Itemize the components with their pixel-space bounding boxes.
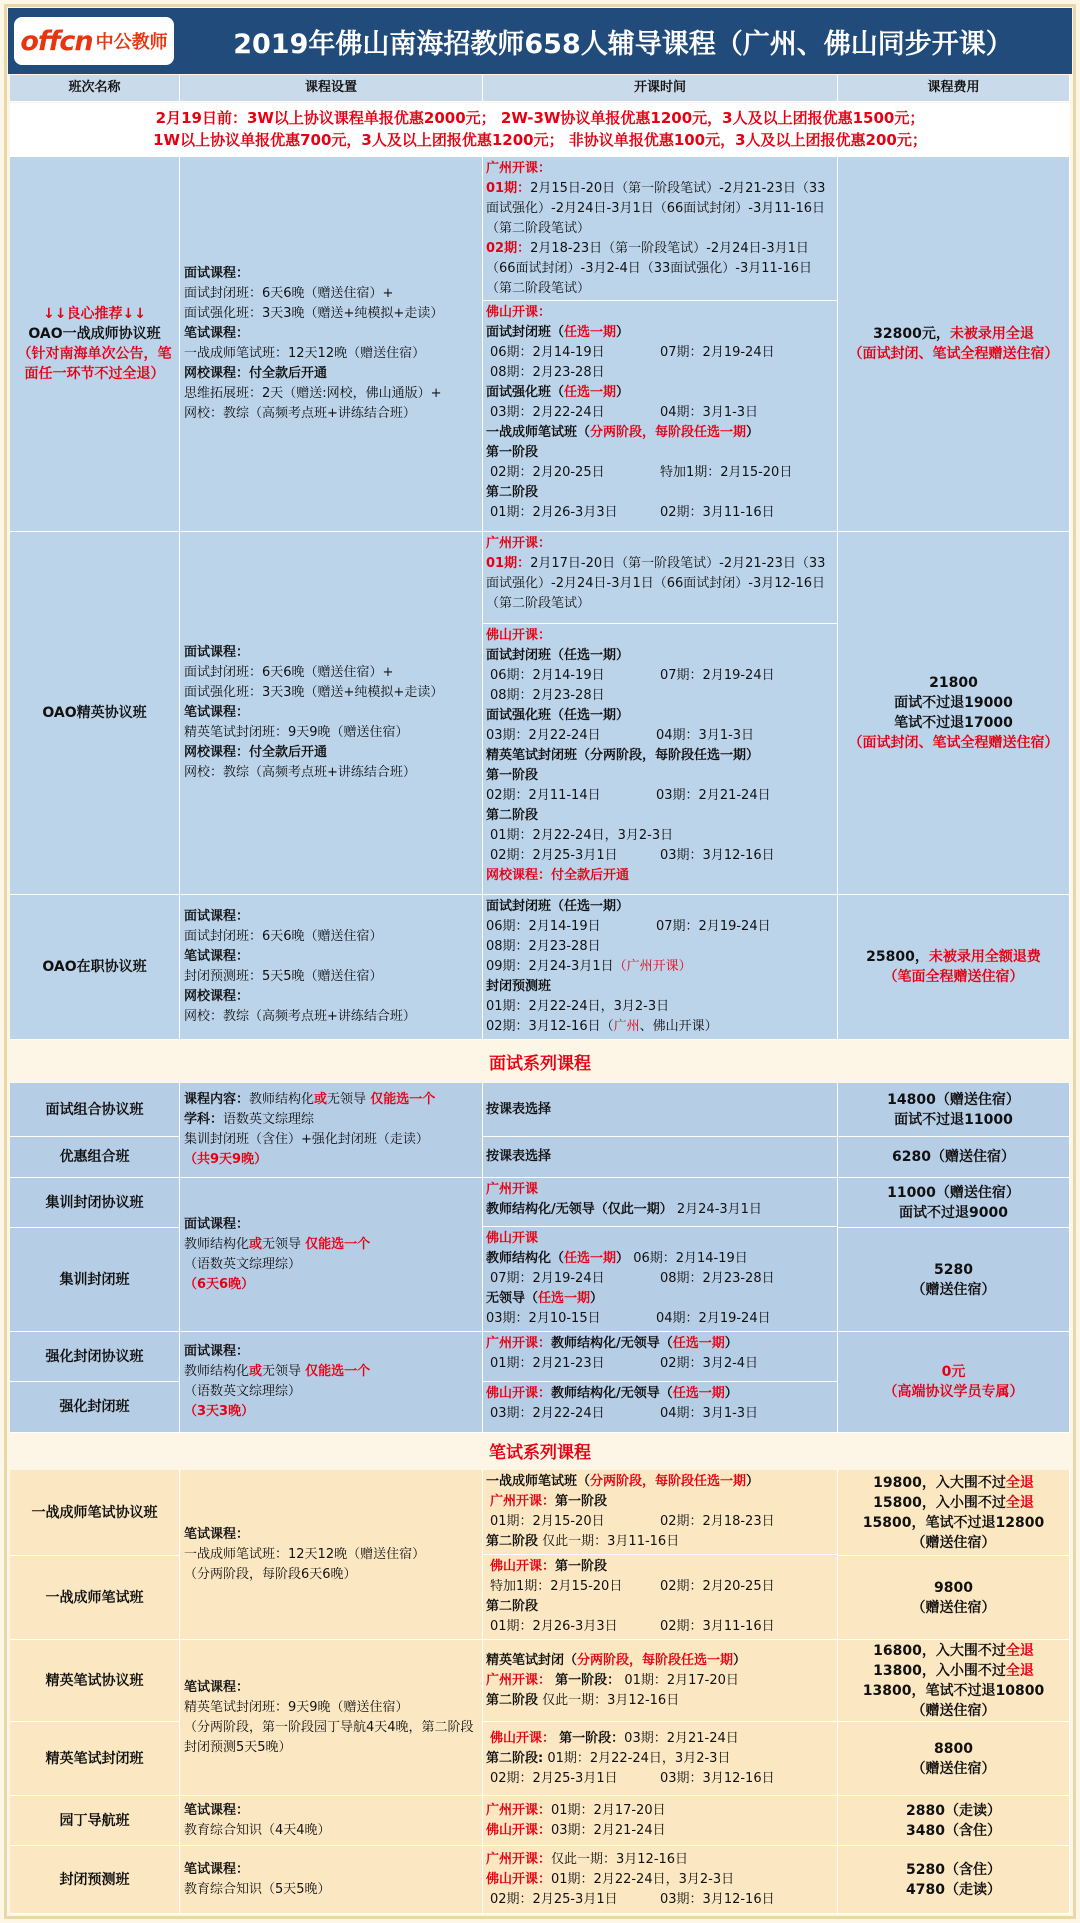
- schedule: 精英笔试封闭（分两阶段，每阶段任选一期） 广州开课： 第一阶段： 01期：2月17-20日 第二阶段 仅此一期：3月12-16日 佛山开课： 第一阶段：03期：2月21-24日 第二阶段: 01期：2月22-24日，3月2-3日 02期：2月25-3月1日 03期：3月12-16日: [483, 1640, 838, 1796]
- schedule: 广州开课： 01期：2月17日-20日（第一阶段笔试）-2月21-23日（33面试强化）-2月24日-3月1日（66面试封闭）-3月12-16日（第二阶段笔试） 佛山开课： 面试封闭班（任选一期） 06期：2月14-19日 07期：2月19-24日 08期：2月23-28日 面试强化班（任选一期） 03期：2月22-24日 04期：3月1-3日 精英笔试封闭班（分两阶段，每阶段任选一期） 第一阶段 02期：2月11-14日 03期：2月21-24日 第二阶段 01期：2月22-24日，3月2-3日 02期：2月25-3月1日 03期：3月12-16日 网校课程：付全款后开通: [483, 532, 838, 895]
- col-class-name: 班次名称: [10, 75, 180, 102]
- course-settings: 笔试课程： 教育综合知识（4天4晚）: [180, 1796, 483, 1846]
- schedule: 一战成师笔试班（分两阶段，每阶段任选一期） 广州开课：第一阶段 01期：2月15-20日 02期：2月18-23日 第二阶段 仅此一期：3月11-16日 佛山开课：第一阶段 特加1期：2月15-20日 02期：2月20-25日 第二阶段 01期：2月26-3月3日 02期：3月11-16日: [483, 1470, 838, 1640]
- course-settings: 面试课程： 教师结构化或无领导 仅能选一个 （语数英文综理综） （3天3晚）: [180, 1332, 483, 1433]
- course-settings: 笔试课程： 精英笔试封闭班：9天9晚（赠送住宿） （分两阶段，第一阶段园丁导航4天4晚，第二阶段封闭预测5天5晚）: [180, 1640, 483, 1796]
- table-row-qianghua: [10, 1332, 1070, 1433]
- section-title-interview: 面试系列课程: [10, 1045, 1070, 1083]
- table-row-oao2: [10, 532, 1070, 895]
- course-settings: 课程内容：教师结构化或无领导 仅能选一个 学科：语数英文综理综 集训封闭班（含住）+强化封闭班（走读） （共9天9晚）: [180, 1083, 483, 1178]
- class-name: 面试组合协议班 优惠组合班: [10, 1083, 180, 1178]
- table-row-yizhan: [10, 1470, 1070, 1640]
- class-name: OAO精英协议班: [10, 532, 180, 895]
- table-row-oao1: [10, 157, 1070, 532]
- fee: 5280（含住） 4780（走读）: [838, 1846, 1070, 1914]
- course-settings: 面试课程： 教师结构化或无领导 仅能选一个 （语数英文综理综） （6天6晚）: [180, 1178, 483, 1332]
- fee: 32800元，未被录用全退 （面试封闭、笔试全程赠送住宿）: [838, 157, 1070, 532]
- col-time: 开课时间: [483, 75, 838, 102]
- class-name: 封闭预测班: [10, 1846, 180, 1914]
- class-name: 一战成师笔试协议班 一战成师笔试班: [10, 1470, 180, 1640]
- schedule: 按课表选择 按课表选择: [483, 1083, 838, 1178]
- col-course: 课程设置: [180, 75, 483, 102]
- notice-line: 1W以上协议单报优惠700元，3人及以上团报优惠1200元； 非协议单报优惠100元，3人及以上团报优惠200元；: [153, 131, 927, 149]
- page-title: 2019年佛山南海招教师658人辅导课程（广州、佛山同步开课）: [233, 28, 1013, 60]
- class-name: ↓↓良心推荐↓↓ OAO一战成师协议班 （针对南海单次公告，笔面任一环节不过全退）: [10, 157, 180, 532]
- discount-notice: [10, 103, 1070, 157]
- fee: 25800，未被录用全额退费 （笔面全程赠送住宿）: [838, 895, 1070, 1040]
- fee: 16800，入大围不过全退 13800，入小围不过全退 13800，笔试不过退10800 （赠送住宿） 8800 （赠送住宿）: [838, 1640, 1070, 1796]
- schedule: 广州开课：01期：2月17-20日 佛山开课：03期：2月21-24日: [483, 1796, 838, 1846]
- schedule: 广州开课：教师结构化/无领导（任选一期） 01期：2月21-23日 02期：3月2-4日 佛山开课：教师结构化/无领导（任选一期） 03期：2月22-24日 04期：3月1-3日: [483, 1332, 838, 1433]
- class-name: 精英笔试协议班 精英笔试封闭班: [10, 1640, 180, 1796]
- fee: 19800，入大围不过全退 15800，入小围不过全退 15800，笔试不过退12800 （赠送住宿） 9800 （赠送住宿）: [838, 1470, 1070, 1640]
- table-row-oao3: [10, 895, 1070, 1040]
- table-row-yuanding: [10, 1796, 1070, 1846]
- course-settings: 面试课程： 面试封闭班：6天6晚（赠送住宿） 笔试课程： 封闭预测班：5天5晚（赠送住宿） 网校课程： 网校：教综（高频考点班+讲练结合班）: [180, 895, 483, 1040]
- class-name: 强化封闭协议班 强化封闭班: [10, 1332, 180, 1433]
- col-fee: 课程费用: [838, 75, 1070, 102]
- course-settings: 面试课程： 面试封闭班：6天6晚（赠送住宿）+ 面试强化班：3天3晚（赠送+纯模拟+走读） 笔试课程： 一战成师笔试班：12天12晚（赠送住宿） 网校课程：付全款后开通 思维拓展班：2天（赠送:网校，佛山通版）+ 网校：教综（高频考点班+讲练结合班）: [180, 157, 483, 532]
- header-banner: [8, 8, 1072, 74]
- schedule: 广州开课 教师结构化/无领导（仅此一期） 2月24-3月1日 佛山开课 教师结构化（任选一期） 06期：2月14-19日 07期：2月19-24日 08期：2月23-28日 无领导（任选一期） 03期：2月10-15日 04期：2月19-24日: [483, 1178, 838, 1332]
- fee: 11000（赠送住宿） 面试不过退9000 5280 （赠送住宿）: [838, 1178, 1070, 1332]
- offcn-logo: offcn 中公教师: [14, 17, 174, 65]
- schedule: 广州开课： 01期：2月15日-20日（第一阶段笔试）-2月21-23日（33面试强化）-2月24日-3月1日（66面试封闭）-3月11-16日（第二阶段笔试） 02期：2月18-23日（第一阶段笔试）-2月24日-3月1日（66面试封闭）-3月2-4日（33面试强化）-3月11-16日（第二阶段笔试） 佛山开课： 面试封闭班（任选一期） 06期：2月14-19日 07期：2月19-24日 08期：2月23-28日 面试强化班（任选一期） 03期：2月22-24日 04期：3月1-3日 一战成师笔试班（分两阶段，每阶段任选一期） 第一阶段 02期：2月20-25日 特加1期：2月15-20日 第二阶段 01期：2月26-3月3日 02期：3月11-16日: [483, 157, 838, 532]
- table-header: [10, 75, 1070, 102]
- table-row-jingying: [10, 1640, 1070, 1796]
- class-name: OAO在职协议班: [10, 895, 180, 1040]
- schedule: 面试封闭班（任选一期） 06期：2月14-19日 07期：2月19-24日 08期：2月23-28日 09期：2月24-3月1日（广州开课） 封闭预测班 01期：2月22-24日，3月2-3日 02期：3月12-16日（广州、佛山开课）: [483, 895, 838, 1040]
- table-row-interview-combo: [10, 1083, 1070, 1178]
- notice-line: 2月19日前：3W以上协议课程单报优惠2000元； 2W-3W协议单报优惠1200元，3人及以上团报优惠1500元；: [155, 109, 925, 127]
- fee: 14800（赠送住宿） 面试不过退11000 6280（赠送住宿）: [838, 1083, 1070, 1178]
- table-row-fengbi: [10, 1846, 1070, 1914]
- fee: 0元 （高端协议学员专属）: [838, 1332, 1070, 1433]
- course-settings: 笔试课程： 一战成师笔试班：12天12晚（赠送住宿） （分两阶段，每阶段6天6晚）: [180, 1470, 483, 1640]
- table-row-jixun: [10, 1178, 1070, 1332]
- section-title-written: 笔试系列课程: [10, 1436, 1070, 1470]
- class-name: 集训封闭协议班 集训封闭班: [10, 1178, 180, 1332]
- course-settings: 笔试课程： 教育综合知识（5天5晚）: [180, 1846, 483, 1914]
- schedule: 广州开课：仅此一期：3月12-16日 佛山开课：01期：2月22-24日，3月2-3日 02期：2月25-3月1日 03期：3月12-16日: [483, 1846, 838, 1914]
- course-settings: 面试课程： 面试封闭班：6天6晚（赠送住宿）+ 面试强化班：3天3晚（赠送+纯模拟+走读） 笔试课程： 精英笔试封闭班：9天9晚（赠送住宿） 网校课程：付全款后开通 网校：教综（高频考点班+讲练结合班）: [180, 532, 483, 895]
- fee: 2880（走读） 3480（含住）: [838, 1796, 1070, 1846]
- fee: 21800 面试不过退19000 笔试不过退17000 （面试封闭、笔试全程赠送住宿）: [838, 532, 1070, 895]
- class-name: 园丁导航班: [10, 1796, 180, 1846]
